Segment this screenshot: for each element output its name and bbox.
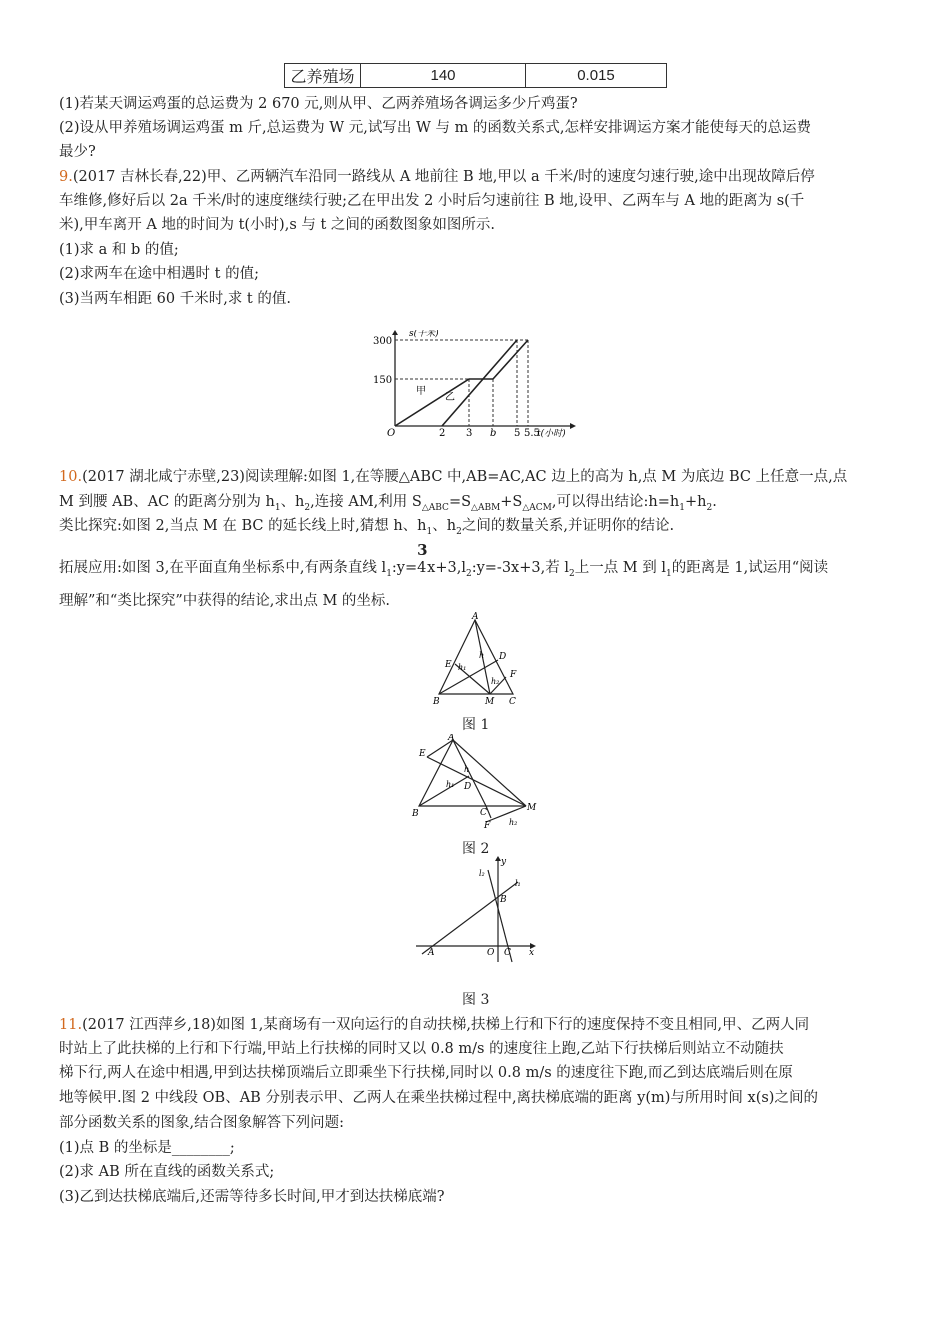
q9-line3: 米),甲车离开 A 地的时间为 t(小时),s 与 t 之间的函数图象如图所示. bbox=[59, 217, 496, 233]
q10-text-2h: . bbox=[712, 494, 717, 510]
fig2-label-h: h bbox=[464, 765, 470, 774]
rate-cell: 0.015 bbox=[526, 64, 667, 88]
y-tick-300: 300 bbox=[373, 336, 393, 347]
x-tick-3: 3 bbox=[466, 428, 473, 439]
y-axis-label: s(千米) bbox=[409, 330, 439, 339]
x-tick-5: 5 bbox=[514, 428, 521, 439]
q10-text-4e: :y=-3x+3,若 l bbox=[471, 560, 569, 576]
q10-text-1: (2017 湖北咸宁赤壁,23)阅读理解:如图 1,在等腰△ABC 中,AB=AC,AC 边上的高为 h,点 M 为底边 BC 上任意一点,点 bbox=[82, 469, 848, 485]
jia-label: 甲 bbox=[416, 386, 426, 397]
fig1-label-f: F bbox=[510, 670, 517, 680]
figure-3 bbox=[412, 856, 540, 966]
q10-text-4g: 的距离是 1,试运用“阅读 bbox=[671, 560, 829, 576]
q11-line5: 部分函数关系的图象,结合图象解答下列问题: bbox=[59, 1115, 344, 1131]
sub-2d: 2 bbox=[465, 568, 472, 579]
q10-line5: 理解”和“类比探究”中获得的结论,求出点 M 的坐标. bbox=[59, 593, 391, 609]
sub-1e: 1 bbox=[666, 568, 672, 579]
q10-text-2c: ,连接 AM,利用 S bbox=[310, 494, 422, 510]
amount-cell: 140 bbox=[361, 64, 526, 88]
q9-line1 bbox=[59, 167, 815, 187]
fig3-label-l2: l₂ bbox=[479, 869, 485, 878]
q10-text-2d: =S bbox=[448, 494, 472, 510]
table-row bbox=[285, 64, 667, 88]
q10-text-3a: 类比探究:如图 2,当点 M 在 BC 的延长线上时,猜想 h、h bbox=[59, 518, 427, 534]
fig1-label-h: h bbox=[479, 651, 485, 660]
q10-text-2e: +S bbox=[500, 494, 523, 510]
q10-text-2a: M 到腰 AB、AC 的距离分别为 h bbox=[59, 494, 275, 510]
fig2-label-b: B bbox=[412, 809, 419, 819]
fig2-label-f: F bbox=[484, 821, 491, 830]
q10-text-4d: x+3,l bbox=[427, 560, 466, 576]
fig1-label-h2: h₂ bbox=[491, 677, 500, 686]
fig2-label-c: C bbox=[480, 808, 487, 818]
figure-2-caption: 图 2 bbox=[462, 841, 490, 857]
fig1-label-e: E bbox=[445, 660, 452, 670]
sub-1b: 1 bbox=[679, 502, 685, 513]
fig3-label-x: x bbox=[529, 948, 535, 958]
q10-text-3c: 之间的数量关系,并证明你的结论. bbox=[461, 518, 675, 534]
farm-name-cell: 乙养殖场 bbox=[285, 64, 361, 88]
q10-text-4a: 拓展应用:如图 3,在平面直角坐标系中,有两条直线 l bbox=[59, 560, 387, 576]
sub-1d: 1 bbox=[386, 568, 392, 579]
q11-sub3: (3)乙到达扶梯底端后,还需等待多长时间,甲才到达扶梯底端? bbox=[59, 1189, 445, 1205]
cost-table bbox=[284, 63, 667, 88]
q10-text-4b: :y= bbox=[391, 560, 418, 576]
line-l1 bbox=[422, 882, 518, 954]
y-arrow-icon bbox=[392, 330, 398, 335]
q10-text-2g: +h bbox=[684, 494, 707, 510]
fig2-label-e: E bbox=[419, 749, 426, 759]
sub-acm: △ACM bbox=[522, 502, 552, 513]
sub-1: 1 bbox=[274, 502, 281, 513]
q9-sub2: (2)求两车在途中相遇时 t 的值; bbox=[59, 266, 259, 282]
figure-2 bbox=[406, 734, 541, 830]
q10-text-2b: 、h bbox=[280, 494, 305, 510]
triangle-abc bbox=[419, 740, 486, 806]
q9-sub1: (1)求 a 和 b 的值; bbox=[59, 242, 179, 258]
y-tick-150: 150 bbox=[373, 375, 393, 386]
q9-text-1: (2017 吉林长春,22)甲、乙两辆汽车沿同一路线从 A 地前往 B 地,甲以 a 千米/时的速度匀速行驶,途中出现故障后停 bbox=[72, 169, 815, 185]
q10-number: 10. bbox=[59, 469, 83, 485]
yi-label: 乙 bbox=[445, 392, 455, 403]
sub-abc: △ABC bbox=[421, 502, 449, 513]
fig2-label-m: M bbox=[527, 803, 537, 813]
fig3-label-y: y bbox=[501, 857, 507, 867]
q10-line1 bbox=[59, 467, 847, 487]
q9-graph bbox=[365, 330, 585, 442]
fig1-label-b: B bbox=[433, 697, 440, 706]
jia-line bbox=[395, 340, 528, 426]
fig3-label-b: B bbox=[500, 895, 507, 905]
q10-line2 bbox=[59, 492, 717, 518]
q8-part2-line2: 最少? bbox=[59, 144, 96, 160]
fig1-label-a: A bbox=[472, 612, 479, 622]
figure-1 bbox=[425, 612, 525, 706]
fig2-label-d: D bbox=[464, 782, 472, 792]
figure-3-caption: 图 3 bbox=[462, 992, 490, 1008]
fig1-label-m: M bbox=[485, 697, 495, 706]
x-tick-2: 2 bbox=[439, 428, 446, 439]
q9-line2: 车维修,修好后以 2a 千米/时的速度继续行驶;乙在甲出发 2 小时后匀速前往 B 地,设甲、乙两车与 A 地的距离为 s(千 bbox=[59, 193, 805, 209]
sub-2: 2 bbox=[304, 502, 311, 513]
fig3-label-l1: l₁ bbox=[515, 879, 521, 888]
q11-number: 11. bbox=[59, 1017, 83, 1033]
q9-sub3: (3)当两车相距 60 千米时,求 t 的值. bbox=[59, 291, 291, 307]
q10-text-4f: 上一点 M 到 l bbox=[574, 560, 667, 576]
q10-text-3b: 、h bbox=[432, 518, 457, 534]
q11-sub1: (1)点 B 的坐标是________; bbox=[59, 1140, 235, 1156]
fig1-label-h1: h₁ bbox=[458, 663, 467, 672]
sub-2c: 2 bbox=[456, 526, 462, 537]
x-arrow-icon bbox=[570, 423, 576, 429]
q11-sub2: (2)求 AB 所在直线的函数关系式; bbox=[59, 1164, 275, 1180]
q11-text-1: (2017 江西萍乡,18)如图 1,某商场有一双向运行的自动扶梯,扶梯上行和下行的速度保持不变且相同,甲、乙两人同 bbox=[82, 1017, 810, 1033]
fraction-numerator: 3 bbox=[417, 541, 428, 559]
x-tick-b: b bbox=[490, 428, 497, 439]
fraction bbox=[417, 541, 428, 578]
yi-line bbox=[442, 340, 517, 426]
fig2-label-h2: h₂ bbox=[509, 818, 518, 827]
q10-line3 bbox=[59, 516, 674, 542]
fig3-label-o: O bbox=[487, 948, 495, 958]
q11-line3: 梯下行,两人在途中相遇,甲到达扶梯顶端后立即乘坐下行扶梯,同时以 0.8 m/s 的速度往下跑,而乙到达底端后则在原 bbox=[59, 1065, 793, 1081]
fig1-label-c: C bbox=[509, 697, 516, 706]
fraction-denominator: 4 bbox=[417, 560, 427, 576]
fig1-label-d: D bbox=[499, 652, 507, 662]
fig3-label-a: A bbox=[428, 948, 435, 958]
sub-abm: △ABM bbox=[471, 502, 501, 513]
fig2-label-a: A bbox=[448, 734, 455, 743]
figure-1-caption: 图 1 bbox=[462, 717, 490, 733]
sub-1c: 1 bbox=[426, 526, 433, 537]
q10-line4 bbox=[59, 541, 829, 584]
q10-text-2f: ,可以得出结论:h=h bbox=[551, 494, 680, 510]
x-tick-origin: O bbox=[387, 428, 396, 439]
q11-line4: 地等候甲.图 2 中线段 OB、AB 分别表示甲、乙两人在乘坐扶梯过程中,离扶梯底端的距离 y(m)与所用时间 x(s)之间的 bbox=[59, 1090, 818, 1106]
sub-2b: 2 bbox=[706, 502, 713, 513]
x-tick-5.5: 5.5 bbox=[524, 428, 540, 439]
q9-number: 9. bbox=[59, 169, 73, 185]
q8-part2-line1: (2)设从甲养殖场调运鸡蛋 m 斤,总运费为 W 元,试写出 W 与 m 的函数关系式,怎样安排调运方案才能使每天的总运费 bbox=[59, 120, 812, 136]
fig2-label-h1: h₁ bbox=[446, 780, 455, 789]
sub-2e: 2 bbox=[568, 568, 575, 579]
q8-part1: (1)若某天调运鸡蛋的总运费为 2 670 元,则从甲、乙两养殖场各调运多少斤鸡蛋? bbox=[59, 96, 578, 112]
x-axis-label: t(小时) bbox=[537, 429, 566, 439]
fig3-label-c: C bbox=[504, 948, 511, 958]
q11-line1 bbox=[59, 1015, 809, 1035]
q11-line2: 时站上了此扶梯的上行和下行端,甲站上行扶梯的同时又以 0.8 m/s 的速度往上跑,乙站下行扶梯后则站立不动随扶 bbox=[59, 1041, 784, 1057]
